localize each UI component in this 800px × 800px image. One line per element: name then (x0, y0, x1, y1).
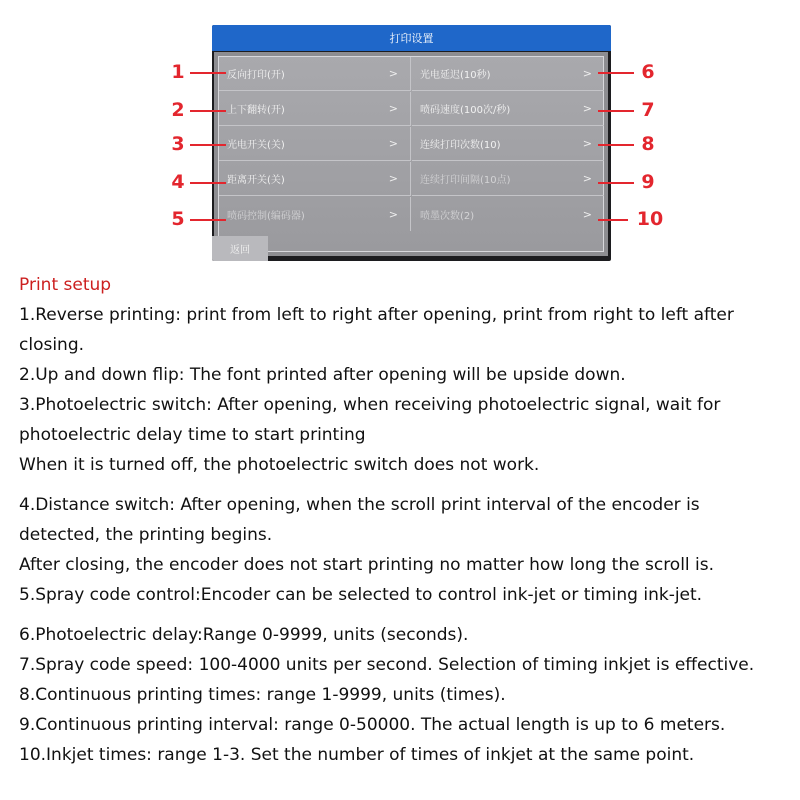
menu-item-photo-delay[interactable] (412, 57, 604, 91)
menu-item-label: 连续打印间隔(10点) (420, 175, 511, 186)
callout-number: 2 (171, 99, 185, 121)
chevron-right-icon: > (582, 137, 592, 150)
menu-item-continuous-times[interactable] (412, 127, 604, 161)
callout-line (598, 144, 634, 146)
menu-panel (214, 52, 608, 256)
menu-item-reverse-print[interactable] (219, 57, 411, 91)
description-line: 10.Inkjet times: range 1-3. Set the number of times of inkjet at the same point. (19, 745, 695, 765)
callout-number: 10 (636, 208, 664, 230)
chevron-right-icon: > (582, 102, 592, 115)
settings-menu (218, 56, 604, 252)
chevron-right-icon: > (388, 172, 398, 185)
menu-item-label: 喷码控制(编码器) (227, 210, 305, 222)
description-line: 9.Continuous printing interval: range 0-50000. The actual length is up to 6 meters. (19, 715, 726, 735)
chevron-right-icon: > (388, 67, 398, 80)
menu-item-photo-switch[interactable] (219, 127, 411, 161)
callout-number: 4 (171, 171, 185, 193)
chevron-right-icon: > (388, 137, 398, 150)
callout-line (190, 144, 226, 146)
description-line: detected, the printing begins. (19, 525, 273, 545)
chevron-right-icon: > (582, 207, 592, 221)
description-line: 4.Distance switch: After opening, when the scroll print interval of the encoder is (19, 495, 700, 515)
description-line: 3.Photoelectric switch: After opening, when receiving photoelectric signal, wait for (19, 395, 721, 415)
callout-line (190, 219, 226, 221)
description-heading: Print setup (19, 275, 112, 295)
menu-item-spray-speed[interactable] (412, 92, 604, 126)
callout-number: 6 (641, 61, 655, 83)
description-line: 7.Spray code speed: 100-4000 units per second. Selection of timing inkjet is effective. (19, 655, 755, 675)
menu-item-label: 距离开关(关) (227, 175, 285, 186)
menu-item-label: 反向打印(开) (227, 70, 285, 81)
back-button[interactable]: 返回 (212, 236, 268, 261)
callout-line (190, 72, 226, 74)
callout-line (190, 182, 226, 184)
callout-line (598, 72, 634, 74)
description-line: 1.Reverse printing: print from left to right after opening, print from right to left after (19, 305, 734, 325)
description (19, 270, 794, 770)
callout-number: 8 (641, 133, 655, 155)
menu-item-label: 喷码速度(100次/秒) (420, 105, 511, 116)
paragraph-gap (19, 480, 794, 490)
menu-item-continuous-interval[interactable] (412, 162, 604, 196)
callout-number: 7 (641, 99, 655, 121)
description-line: 5.Spray code control:Encoder can be selected to control ink-jet or timing ink-jet. (19, 585, 703, 605)
description-line: 2.Up and down flip: The font printed after opening will be upside down. (19, 365, 626, 385)
chevron-right-icon: > (388, 207, 398, 221)
paragraph-gap (19, 610, 794, 620)
menu-item-label: 上下翻转(开) (227, 105, 285, 116)
menu-item-label: 光电开关(关) (227, 140, 285, 151)
callout-number: 3 (171, 133, 185, 155)
menu-item-distance-switch[interactable] (219, 162, 411, 196)
device-screenshot (0, 0, 800, 270)
chevron-right-icon: > (582, 172, 592, 185)
menu-item-flip[interactable] (219, 92, 411, 126)
description-line: After closing, the encoder does not start printing no matter how long the scroll is. (19, 555, 715, 575)
callout-line (598, 182, 634, 184)
menu-item-label: 光电延迟(10秒) (420, 70, 491, 81)
callout-number: 1 (171, 61, 185, 83)
chevron-right-icon: > (582, 67, 592, 80)
description-line: photoelectric delay time to start printing (19, 425, 366, 445)
callout-line (598, 219, 628, 221)
description-line: closing. (19, 335, 85, 355)
callout-number: 5 (171, 208, 185, 230)
menu-item-spray-control[interactable] (219, 197, 411, 231)
menu-item-label: 连续打印次数(10) (420, 140, 501, 151)
menu-item-inkjet-times[interactable] (412, 197, 604, 231)
description-line: 8.Continuous printing times: range 1-9999, units (times). (19, 685, 506, 705)
screen-title: 打印设置 (212, 25, 611, 51)
callout-line (190, 110, 226, 112)
callout-number: 9 (641, 171, 655, 193)
menu-item-label: 喷墨次数(2) (420, 210, 475, 222)
callout-line (598, 110, 634, 112)
device-screen (212, 25, 611, 261)
description-line: When it is turned off, the photoelectric switch does not work. (19, 455, 540, 475)
chevron-right-icon: > (388, 102, 398, 115)
description-line: 6.Photoelectric delay:Range 0-9999, units (seconds). (19, 625, 469, 645)
